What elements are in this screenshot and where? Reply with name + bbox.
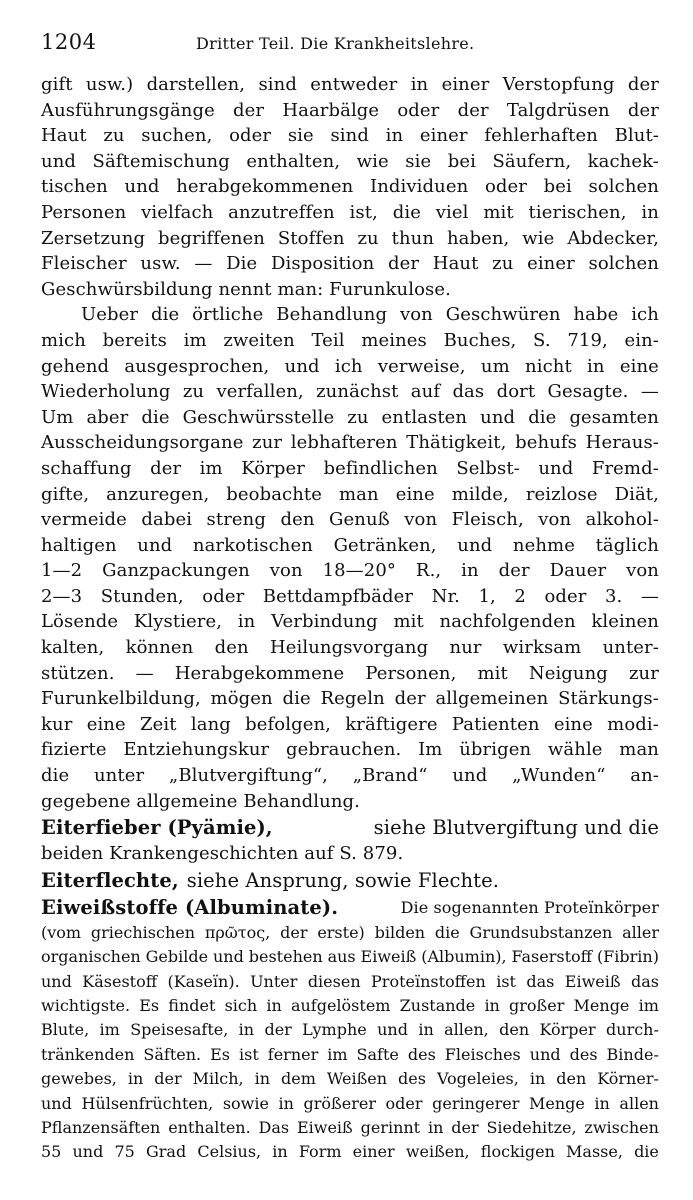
running-header xyxy=(41,30,659,64)
text-line: Ausscheidungsorgane zur lebhafteren Thätigkeit, behufs Heraus- xyxy=(41,432,659,454)
text-line: Wiederholung zu verfallen, zunächst auf das dort Gesagte. — xyxy=(41,381,659,403)
text-line: und Säftemischung enthalten, wie sie bei Säufern, kachek- xyxy=(41,150,659,172)
small-print-block xyxy=(41,921,659,1165)
paragraph-treatment xyxy=(41,302,659,814)
text-line: Geschwürsbildung nennt man: Furunkulose. xyxy=(41,278,451,300)
text-line: und Hülsenfrüchten, sowie in größerer oder geringerer Menge in allen xyxy=(41,1093,659,1113)
text-line: 1—2 Ganzpackungen von 18—20° R., in der Dauer von xyxy=(41,560,659,582)
entry-text: siehe Ansprung, sowie Flechte. xyxy=(186,868,500,892)
text-line: beiden Krankengeschichten auf S. 879. xyxy=(41,843,404,865)
entry-text: Die sogenannten Proteïnkörper xyxy=(400,897,659,917)
entry-first-line xyxy=(41,894,659,921)
text-line: Haut zu suchen, oder sie sind in einer fehlerhaften Blut- xyxy=(41,125,659,147)
text-line: tränkenden Säften. Es ist ferner im Safte des Fleisches und des Binde- xyxy=(41,1044,659,1064)
entry-eiweissstoffe xyxy=(41,894,659,1165)
page-number: 1204 xyxy=(41,30,97,54)
text-line: Ueber die örtliche Behandlung von Geschwüren habe ich xyxy=(81,304,659,326)
text-line: tischen und herabgekommenen Individuen oder bei solchen xyxy=(41,176,659,198)
text-line: kur eine Zeit lang befolgen, kräftigere Patienten eine modi- xyxy=(41,713,659,735)
running-title: Dritter Teil. Die Krankheitslehre. xyxy=(196,34,475,53)
text-line: gewebes, in der Milch, in dem Weißen des Vogeleies, in den Körner- xyxy=(41,1069,659,1089)
body-text xyxy=(41,72,659,1165)
lemma-heading: Eiweißstoffe (Albuminate). xyxy=(41,895,339,919)
text-line: gift usw.) darstellen, sind entweder in einer Verstopfung der xyxy=(41,74,659,95)
text-line: mich bereits im zweiten Teil meines Buches, S. 719, ein- xyxy=(41,329,659,351)
text-line: gifte, anzuregen, beobachte man eine milde, reizlose Diät, xyxy=(41,483,659,505)
text-line: 55 und 75 Grad Celsius, in Form einer weißen, flockigen Masse, die xyxy=(41,1142,659,1162)
text-line: Lösende Klystiere, in Verbindung mit nachfolgenden kleinen xyxy=(41,611,659,633)
text-line: stützen. — Herabgekommene Personen, mit Neigung zur xyxy=(41,662,659,684)
text-line: Blute, im Speisesafte, in der Lymphe und in allen, den Körper durch- xyxy=(41,1020,659,1040)
entry-text: siehe Blutvergiftung und die xyxy=(373,816,659,840)
text-line: wichtigste. Es findet sich in aufgelöstem Zustande in großer Menge im xyxy=(41,995,659,1015)
text-line: Um aber die Geschwürsstelle zu entlasten und die gesamten xyxy=(41,406,659,428)
entry-eiterflechte xyxy=(41,867,659,894)
entry-first-line xyxy=(41,867,659,894)
text-line: (vom griechischen πρῶτος, der erste) bilden die Grundsubstanzen aller xyxy=(41,922,659,942)
text-line: 2—3 Stunden, oder Bettdampfbäder Nr. 1, 2 oder 3. — xyxy=(41,585,659,607)
text-line: Furunkelbildung, mögen die Regeln der allgemeinen Stärkungs- xyxy=(41,688,659,710)
text-line: Ausführungsgänge der Haarbälge oder der Talgdrüsen der xyxy=(41,99,659,121)
text-line: fizierte Entziehungskur gebrauchen. Im übrigen wähle man xyxy=(41,739,659,761)
text-line: die unter „Blutvergiftung“, „Brand“ und „Wunden“ an- xyxy=(41,765,659,787)
text-line: organischen Gebilde und bestehen aus Eiweiß (Albumin), Faserstoff (Fibrin) xyxy=(41,947,659,967)
text-line: Pflanzensäften enthalten. Das Eiweiß gerinnt in der Siedehitze, zwischen xyxy=(41,1117,659,1137)
entry-eiterfieber xyxy=(41,814,659,867)
lemma-heading: Eiterflechte, xyxy=(41,868,179,892)
text-line: gehend ausgesprochen, und ich verweise, um nicht in eine xyxy=(41,355,659,377)
paragraph-furunkulose-causes xyxy=(41,72,659,302)
text-line: und Käsestoff (Kaseïn). Unter diesen Proteïnstoffen ist das Eiweiß das xyxy=(41,971,659,991)
lemma-heading: Eiterfieber (Pyämie), xyxy=(41,816,273,840)
text-line: vermeide dabei streng den Genuß von Fleisch, von alkohol- xyxy=(41,509,659,531)
text-line: Personen vielfach anzutreffen ist, die viel mit tierischen, in xyxy=(41,201,659,223)
text-line: haltigen und narkotischen Getränken, und nehme täglich xyxy=(41,534,659,556)
text-line: kalten, können den Heilungsvorgang nur wirksam unter- xyxy=(41,637,659,659)
text-line: Fleischer usw. — Die Disposition der Haut zu einer solchen xyxy=(41,253,659,275)
text-line: Zersetzung begriffenen Stoffen zu thun haben, wie Abdecker, xyxy=(41,227,659,249)
entry-first-line xyxy=(41,814,659,841)
text-line: schaffung der im Körper befindlichen Selbst- und Fremd- xyxy=(41,457,659,479)
text-line: gegebene allgemeine Behandlung. xyxy=(41,790,360,812)
